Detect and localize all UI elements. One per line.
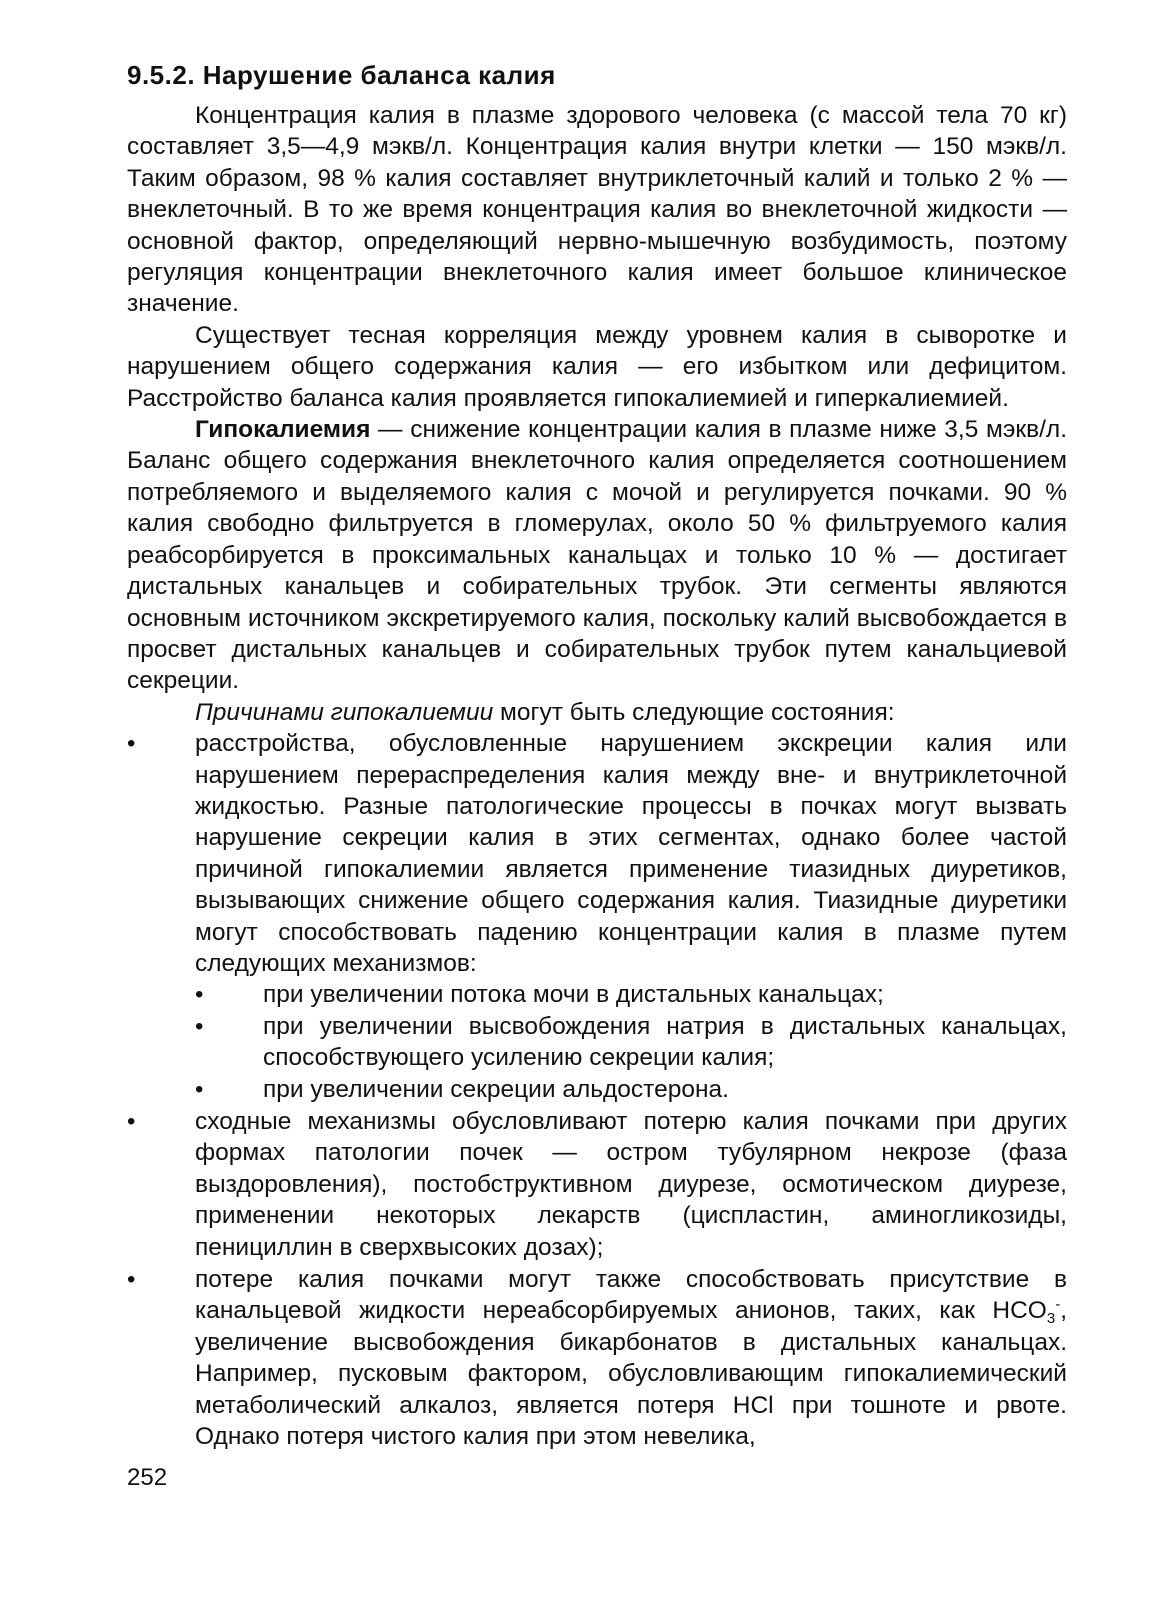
mechanisms-list (195, 979, 1067, 1105)
subscript: 3 (1046, 1310, 1056, 1328)
list-item: • при увеличении секреции альдостерона. (195, 1074, 1067, 1105)
page-number: 252 (127, 1464, 168, 1491)
bullet-3-text-b: , увеличение высвобождения бикарбонатов в дистальных канальцах. Например, пусковым фактором, обусловливающим гипокалиемический метаболический алкалоз, является потеря HCl при тошноте и рвоте. Однако потеря чистого калия при этом невелика, (195, 1297, 1067, 1451)
bullet-3-text-a: потере калия почками могут также способствовать присутствие в канальцевой жидкости нереабсорбируемых анионов, таких, как HCO (195, 1266, 1067, 1325)
section-heading: 9.5.2. Нарушение баланса калия (127, 60, 556, 90)
list-item (127, 728, 1067, 1105)
list-item: • при увеличении высвобождения натрия в дистальных канальцах, способствующего усилению секреции калия; (195, 1011, 1067, 1074)
paragraph-3 (127, 414, 1067, 697)
superscript: - (1055, 1296, 1061, 1314)
paragraph-4 (127, 697, 1067, 728)
causes-list (127, 728, 1067, 1452)
list-item: • при увеличении потока мочи в дистальных канальцах; (195, 979, 1067, 1010)
list-item (127, 1264, 1067, 1452)
list-item (127, 1106, 1067, 1263)
term-hypokalemia: Гипокалиемия (195, 416, 371, 444)
causes-italic: Причинами гипокалиемии (195, 698, 494, 726)
page-content (127, 56, 1067, 1453)
bullet-2-text: сходные механизмы обусловливают потерю калия почками при других формах патологии почек — остром тубулярном некрозе (фаза выздоровления), постобструктивном диурезе, осмотическом диурезе, применении некоторых лекарств (циспластин, аминогликозиды, пенициллин в сверхвысоких дозах); (195, 1108, 1067, 1261)
paragraph-3-text: — снижение концентрации калия в плазме ниже 3,5 мэкв/л. Баланс общего содержания внеклеточного калия определяется соотношением потребляемого и выделяемого калия с мочой и регулируется почками. 90 % калия свободно фильтруется в гломерулах, около 50 % фильтруемого калия реабсорбируется в проксимальных канальцах и только 10 % — достигает дистальных канальцев и собирательных трубок. Эти сегменты являются основным источником экскретируемого калия, поскольку калий высвобождается в просвет дистальных канальцев и собирательных трубок путем канальциевой секреции. (127, 416, 1067, 695)
paragraph-4-text: могут быть следующие состояния: (493, 698, 895, 726)
paragraph-2: Существует тесная корреляция между уровнем калия в сыворотке и нарушением общего содержания калия — его избытком или дефицитом. Расстройство баланса калия проявляется гипокалиемией и гиперкалиемией. (127, 321, 1067, 412)
paragraph-1: Концентрация калия в плазме здорового человека (с массой тела 70 кг) составляет 3,5—4,9 мэкв/л. Концентрация калия внутри клетки — 150 мэкв/л. Таким образом, 98 % калия составляет внутриклеточный калий и только 2 % — внеклеточный. В то же время концентрация калия во внеклеточной жидкости — основной фактор, определяющий нервно-мышечную возбудимость, поэтому регуляция концентрации внеклеточного калия имеет большое клиническое значение. (127, 102, 1067, 318)
bullet-1-text: расстройства, обусловленные нарушением экскреции калия или нарушением перераспределения калия между вне- и внутриклеточной жидкостью. Разные патологические процессы в почках могут вызвать нарушение секреции калия в этих сегментах, однако более частой причиной гипокалиемии является применение тиазидных диуретиков, вызывающих снижение общего содержания калия. Тиазидные диуретики могут способствовать падению концентрации калия в плазме путем следующих механизмов: (195, 730, 1067, 977)
